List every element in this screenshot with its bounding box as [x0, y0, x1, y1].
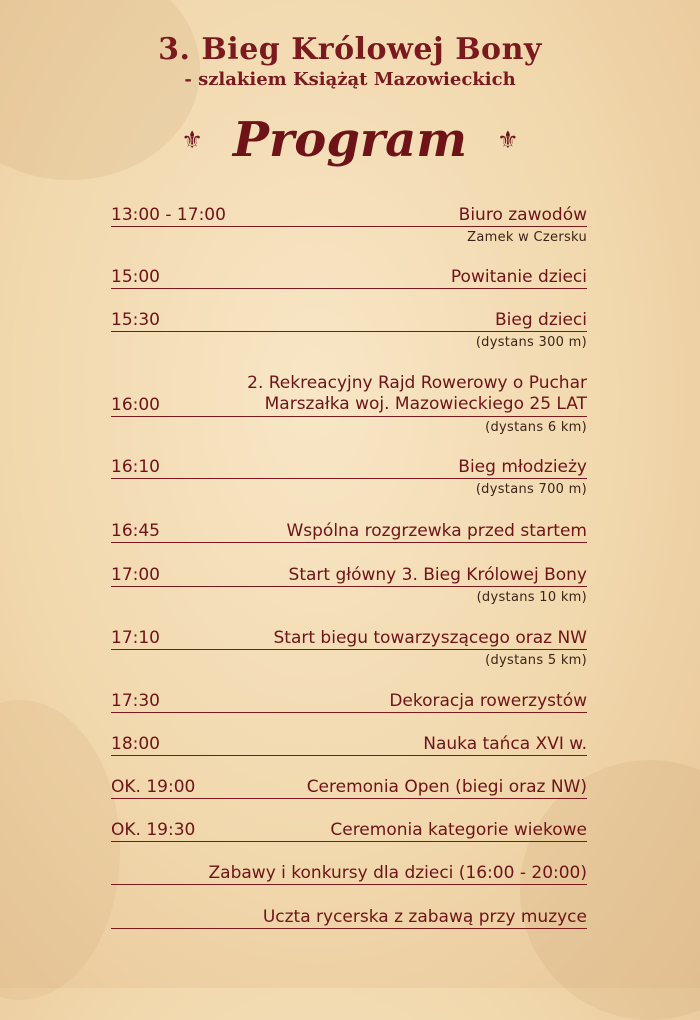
schedule-time: 17:30 — [111, 691, 160, 711]
schedule-time: 16:00 — [111, 395, 160, 415]
schedule-event: Zabawy i konkursy dla dzieci (16:00 - 20:00) — [208, 863, 587, 883]
schedule-item — [111, 902, 587, 929]
schedule-line — [111, 370, 587, 417]
program-heading — [0, 112, 700, 168]
schedule-time: 13:00 - 17:00 — [111, 205, 226, 225]
schedule-event: Dekoracja rowerzystów — [389, 691, 587, 711]
schedule-line — [111, 815, 587, 842]
schedule-time: OK. 19:00 — [111, 777, 196, 797]
schedule-event — [247, 373, 587, 415]
schedule-note: (dystans 6 km) — [485, 420, 587, 435]
schedule-event: Uczta rycerska z zabawą przy muzyce — [262, 907, 587, 927]
schedule-line — [111, 452, 587, 479]
schedule-line — [111, 516, 587, 543]
schedule-item — [111, 623, 587, 668]
schedule-note: (dystans 300 m) — [475, 335, 587, 350]
schedule-event: Bieg dzieci — [494, 310, 587, 330]
schedule-item — [111, 262, 587, 289]
schedule-event: Biuro zawodów — [458, 205, 587, 225]
schedule-item — [111, 305, 587, 350]
event-title: 3. Bieg Królowej Bony — [158, 32, 542, 67]
schedule-item — [111, 370, 587, 435]
schedule-event: Bieg młodzieży — [458, 457, 587, 477]
schedule-item — [111, 772, 587, 799]
schedule-event: Start główny 3. Bieg Królowej Bony — [288, 565, 587, 585]
schedule-item — [111, 516, 587, 543]
header — [0, 32, 700, 90]
schedule-time: 15:00 — [111, 267, 160, 287]
schedule-item — [111, 452, 587, 497]
schedule-time: OK. 19:30 — [111, 820, 196, 840]
paper-stain — [0, 700, 120, 1000]
schedule-line — [111, 200, 587, 227]
schedule-time: 17:10 — [111, 628, 160, 648]
program-title: Program — [232, 112, 468, 168]
schedule-time: 16:45 — [111, 521, 160, 541]
schedule-item — [111, 729, 587, 756]
schedule-item — [111, 686, 587, 713]
schedule-line — [111, 858, 587, 885]
schedule-time: 16:10 — [111, 457, 160, 477]
schedule-time: 18:00 — [111, 734, 160, 754]
paper-stain — [520, 760, 700, 1020]
schedule-line — [111, 623, 587, 650]
schedule-event: Ceremonia Open (biegi oraz NW) — [306, 777, 587, 797]
fleur-de-lis-icon: ⚜ — [497, 126, 519, 154]
schedule-event-line: Marszałka woj. Mazowieckiego 25 LAT — [264, 394, 587, 414]
schedule-line — [111, 262, 587, 289]
schedule-event: Ceremonia kategorie wiekowe — [330, 820, 587, 840]
schedule-event: Start biegu towarzyszącego oraz NW — [273, 628, 587, 648]
schedule-item — [111, 815, 587, 842]
fleur-de-lis-icon: ⚜ — [181, 126, 203, 154]
schedule-line — [111, 902, 587, 929]
schedule-line — [111, 686, 587, 713]
schedule-event: Wspólna rozgrzewka przed startem — [286, 521, 587, 541]
schedule-note: (dystans 5 km) — [485, 653, 587, 668]
schedule-time: 15:30 — [111, 310, 160, 330]
schedule-item — [111, 560, 587, 605]
event-subtitle: - szlakiem Książąt Mazowieckich — [184, 69, 516, 90]
schedule-line — [111, 729, 587, 756]
schedule-line — [111, 560, 587, 587]
schedule-event-line: 2. Rekreacyjny Rajd Rowerowy o Puchar — [247, 373, 587, 393]
schedule-time: 17:00 — [111, 565, 160, 585]
schedule-event: Nauka tańca XVI w. — [423, 734, 587, 754]
schedule-note: Zamek w Czersku — [467, 230, 587, 245]
schedule-note: (dystans 10 km) — [476, 590, 587, 605]
schedule-item — [111, 858, 587, 885]
schedule-note: (dystans 700 m) — [475, 482, 587, 497]
schedule-line — [111, 772, 587, 799]
schedule-event: Powitanie dzieci — [450, 267, 587, 287]
schedule-line — [111, 305, 587, 332]
schedule-item — [111, 200, 587, 245]
